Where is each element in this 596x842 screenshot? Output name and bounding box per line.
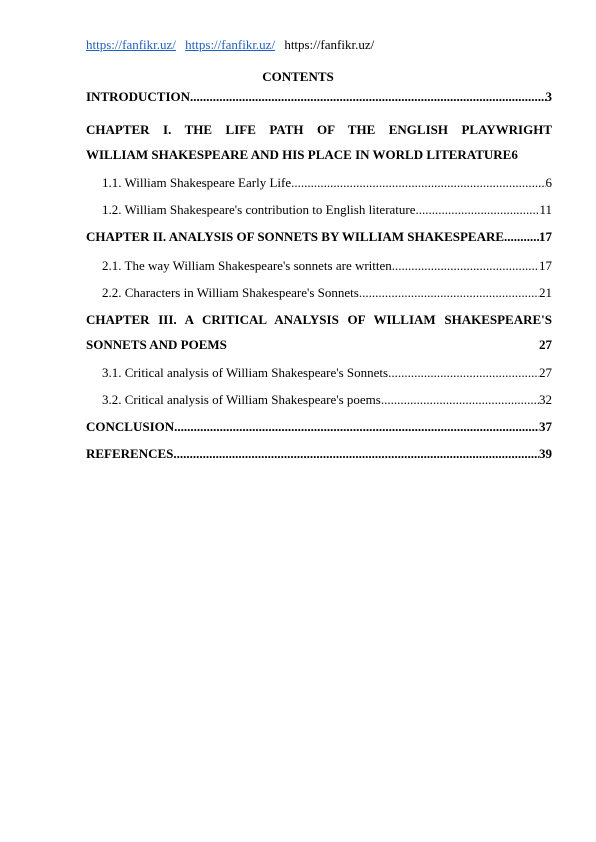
toc-page-number: 3 [545, 89, 552, 104]
toc-entry-title-line2: WILLIAM SHAKESPEARE AND HIS PLACE IN WORLD LITERATURE [86, 147, 512, 162]
toc-page-number: 27 [539, 365, 552, 380]
toc-page-number: 39 [539, 446, 552, 461]
toc-entry-chapter-1[interactable] [86, 117, 552, 167]
toc-entry-title-line2: SONNETS AND POEMS [86, 337, 227, 352]
dot-leader [504, 224, 539, 249]
toc-entry-1-2[interactable] [86, 197, 552, 222]
dot-leader [381, 387, 539, 412]
header-link-2[interactable]: https://fanfikr.uz/ [185, 37, 276, 52]
toc-entry-title: REFERENCES [86, 446, 174, 461]
toc-page-number: 11 [539, 202, 552, 217]
toc-page-number: 32 [539, 392, 552, 407]
header-url-text: https://fanfikr.uz/ [284, 37, 375, 52]
dot-leader [190, 86, 545, 108]
table-of-contents [86, 86, 552, 466]
toc-entry-chapter-3[interactable] [86, 307, 552, 357]
toc-entry-title-line1: CHAPTER III. A CRITICAL ANALYSIS OF WILLIAM SHAKESPEARE'S [86, 312, 552, 327]
toc-entry-title: INTRODUCTION [86, 89, 191, 104]
toc-page-number: 17 [539, 229, 552, 244]
dot-leader [388, 360, 539, 385]
dot-leader [392, 253, 539, 278]
dot-leader [173, 441, 539, 466]
toc-entry-title: 2.1. The way William Shakespeare's sonnets are written [102, 258, 392, 273]
toc-entry-title: 3.1. Critical analysis of William Shakespeare's Sonnets [102, 365, 389, 380]
dot-leader [359, 280, 539, 305]
toc-entry-3-2[interactable] [86, 387, 552, 412]
toc-page-number: 27 [539, 337, 552, 352]
toc-page-number: 6 [511, 147, 518, 162]
toc-entry-1-1[interactable] [86, 170, 552, 195]
toc-page-number: 37 [539, 419, 552, 434]
toc-entry-title: CHAPTER II. ANALYSIS OF SONNETS BY WILLIAM SHAKESPEARE [86, 229, 505, 244]
dot-leader [416, 197, 540, 222]
toc-entry-title-line1: CHAPTER I. THE LIFE PATH OF THE ENGLISH PLAYWRIGHT [86, 122, 552, 137]
toc-entry-2-2[interactable] [86, 280, 552, 305]
dot-leader [291, 170, 545, 195]
toc-entry-title: 3.2. Critical analysis of William Shakespeare's poems [102, 392, 381, 407]
dot-leader [174, 414, 539, 439]
toc-entry-2-1[interactable] [86, 253, 552, 278]
toc-entry-title: CONCLUSION [86, 419, 175, 434]
toc-entry-3-1[interactable] [86, 360, 552, 385]
contents-title: CONTENTS [262, 69, 334, 84]
page-header [86, 37, 374, 53]
toc-entry-chapter-2[interactable] [86, 224, 552, 249]
toc-entry-conclusion[interactable] [86, 414, 552, 439]
toc-page-number: 21 [539, 285, 552, 300]
toc-page-number: 17 [539, 258, 552, 273]
toc-entry-references[interactable] [86, 441, 552, 466]
toc-entry-title: 2.2. Characters in William Shakespeare's Sonnets [102, 285, 359, 300]
toc-page-number: 6 [545, 175, 552, 190]
header-link-1[interactable]: https://fanfikr.uz/ [86, 37, 176, 52]
toc-entry-title: 1.2. William Shakespeare's contribution to English literature [102, 202, 416, 217]
toc-entry-title: 1.1. William Shakespeare Early Life [102, 175, 292, 190]
toc-entry-introduction[interactable] [86, 86, 552, 108]
